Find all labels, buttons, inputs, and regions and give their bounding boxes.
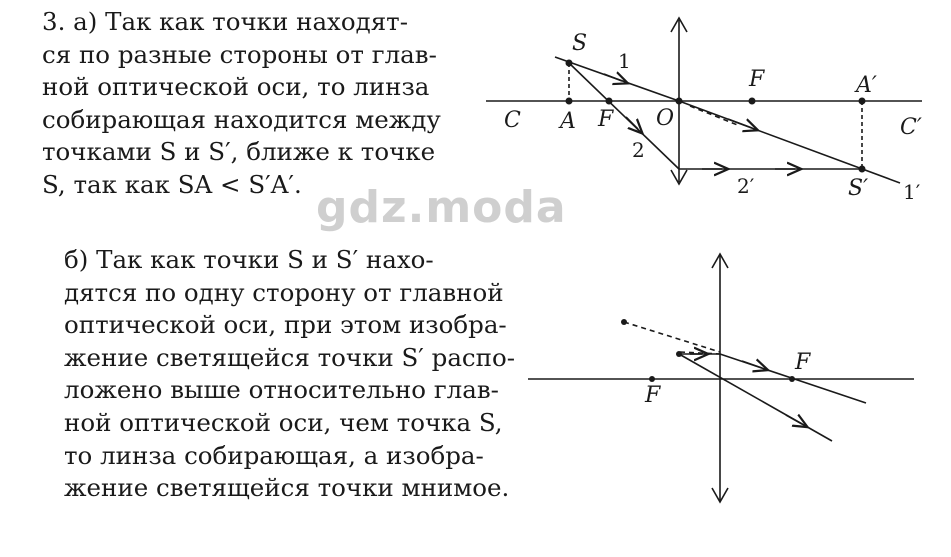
part-b-line: ной оптической оси, чем точка S, <box>64 407 503 437</box>
diagram-b-points <box>621 319 795 382</box>
label-ray-2-prime: 2′ <box>737 174 755 198</box>
label-F-right-b: F <box>795 350 811 375</box>
part-b-line: жение светящейся точки мнимое. <box>64 473 510 503</box>
label-A: A <box>560 109 576 134</box>
part-b-line: то линза собирающая, а изобра- <box>64 440 484 470</box>
point-S-b <box>676 351 682 357</box>
point-S-prime-b <box>621 319 627 325</box>
part-a-line: собирающая находится между <box>42 104 441 134</box>
point-F-right <box>749 98 756 105</box>
part-b-line: ложено выше относительно глав- <box>64 375 499 405</box>
part-b-line: оптической оси, при этом изобра- <box>64 310 507 340</box>
label-ray-1-prime: 1′ <box>903 180 921 204</box>
diagram-b <box>528 254 914 502</box>
label-ray-2: 2 <box>632 138 645 162</box>
part-a-line: S, так как SA < S′A′. <box>42 169 302 199</box>
label-S: S <box>572 31 588 56</box>
label-F-left: F <box>598 107 614 132</box>
label-F-right: F <box>749 67 765 92</box>
part-b-line: жение светящейся точки S′ распо- <box>64 342 516 372</box>
label-ray-1: 1 <box>618 49 631 73</box>
part-a-line: точками S и S′, ближе к точке <box>42 137 436 167</box>
ray-2-arrow <box>626 117 638 129</box>
point-F-left <box>606 98 613 105</box>
diagram-a-labels <box>504 31 922 204</box>
label-C: C <box>504 108 521 133</box>
point-A <box>566 98 573 105</box>
part-a-line: ной оптической оси, то линза <box>42 72 430 102</box>
watermark: gdz.moda <box>316 182 567 233</box>
diagram-a <box>486 18 922 184</box>
part-a-line: ся по разные стороны от глав- <box>42 39 437 69</box>
ray-b-center-arrow <box>786 415 802 424</box>
part-b-line: дятся по одну сторону от главной <box>64 277 504 307</box>
ray-1-arrow <box>604 74 622 81</box>
point-F-right-b <box>789 376 795 382</box>
label-O: O <box>656 106 675 131</box>
point-A-prime <box>859 98 866 105</box>
part-a-line: 3. а) Так как точки находят- <box>42 7 408 36</box>
label-F-left-b: F <box>645 383 661 408</box>
ray-1-back-extension <box>690 106 740 126</box>
label-S-prime: S′ <box>848 176 869 201</box>
label-C-prime: C′ <box>900 115 922 140</box>
ray-b-refracted-arrow <box>742 361 762 368</box>
point-S <box>566 60 573 67</box>
part-b-line: б) Так как точки S и S′ нахо- <box>64 245 434 274</box>
label-A-prime: A′ <box>856 73 877 98</box>
point-F-left-b <box>649 376 655 382</box>
virtual-ray-extension <box>624 322 720 352</box>
point-S-prime <box>859 166 866 173</box>
ray-1-prime <box>679 101 900 183</box>
point-O <box>676 98 683 105</box>
